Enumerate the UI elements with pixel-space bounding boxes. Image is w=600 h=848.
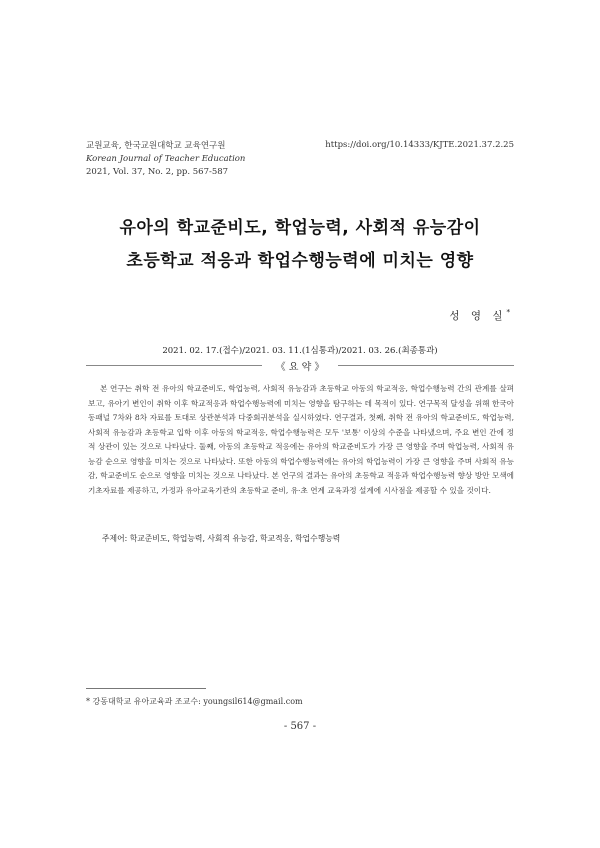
author-footnote-mark: * (506, 308, 510, 317)
abstract-heading (86, 358, 514, 374)
author-name-text: 성 영 실 (449, 310, 507, 322)
paper-title (0, 212, 600, 278)
author-footnote: * 강동대학교 유아교육과 조교수: youngsil614@gmail.com (86, 697, 303, 706)
author-name (449, 308, 510, 323)
footnote-divider (86, 688, 206, 689)
keywords: 주제어: 학교준비도, 학업능력, 사회적 유능감, 학교적응, 학업수행능력 (102, 534, 341, 543)
doi-link[interactable]: https://doi.org/10.14333/KJTE.2021.37.2.25 (325, 140, 514, 150)
publisher-line: 교원교육, 한국교원대학교 교육연구원 (86, 141, 226, 151)
journal-header (86, 140, 245, 179)
title-line-2: 초등학교 적응과 학업수행능력에 미치는 영향 (126, 251, 474, 271)
journal-name: Korean Journal of Teacher Education (86, 154, 246, 164)
submission-dates: 2021. 02. 17.(접수)/2021. 03. 11.(1심통과)/2021. 03. 26.(최종통과) (162, 346, 438, 356)
page-number: - 567 - (283, 721, 317, 732)
volume-info: 2021, Vol. 37, No. 2, pp. 567-587 (86, 167, 229, 177)
abstract-heading-label: 《 요 약 》 (275, 362, 325, 373)
heading-rule-right (338, 365, 514, 366)
abstract-body: 본 연구는 취학 전 유아의 학교준비도, 학업능력, 사회적 유능감과 초등학교 아동의 학교적응, 학업수행능력 간의 관계를 살펴보고, 유아기 변인이 취학 이후 학교적응과 학업수행능력에 미치는 영향을 탐구하는 데 목적이 있다. 연구목적 달성을 위해 한국아동패널 7차와 8차 자료를 토대로 상관분석과 다중회귀분석을 실시하였다. 연구결과, 첫째, 취학 전 유아의 학교준비도, 학업능력, 사회적 유능감과 초등학교 입학 이후 아동의 학교적응, 학업수행능력은 모두 '보통' 이상의 수준을 나타냈으며, 주요 변인 간에 정적 상관이 있는 것으로 나타났다. 둘째, 아동의 초등학교 적응에는 유아의 학교준비도가 가장 큰 영향을 주며 학업능력, 사회적 유능감 순으로 영향을 미치는 것으로 나타났다. 또한 아동의 학업수행능력에는 유아의 학업능력이 가장 큰 영향을 주며 사회적 유능감, 학교준비도 순으로 영향을 미치는 것으로 나타났다. 본 연구의 결과는 유아의 초등학교 적응과 학업수행능력 향상 방안 모색에 기초자료를 제공하고, 가정과 유아교육기관의 초등학교 준비, 유·초 연계 교육과정 설계에 시사점을 제공할 수 있을 것이다. (88, 384, 514, 495)
title-line-1: 유아의 학교준비도, 학업능력, 사회적 유능감이 (119, 218, 481, 238)
